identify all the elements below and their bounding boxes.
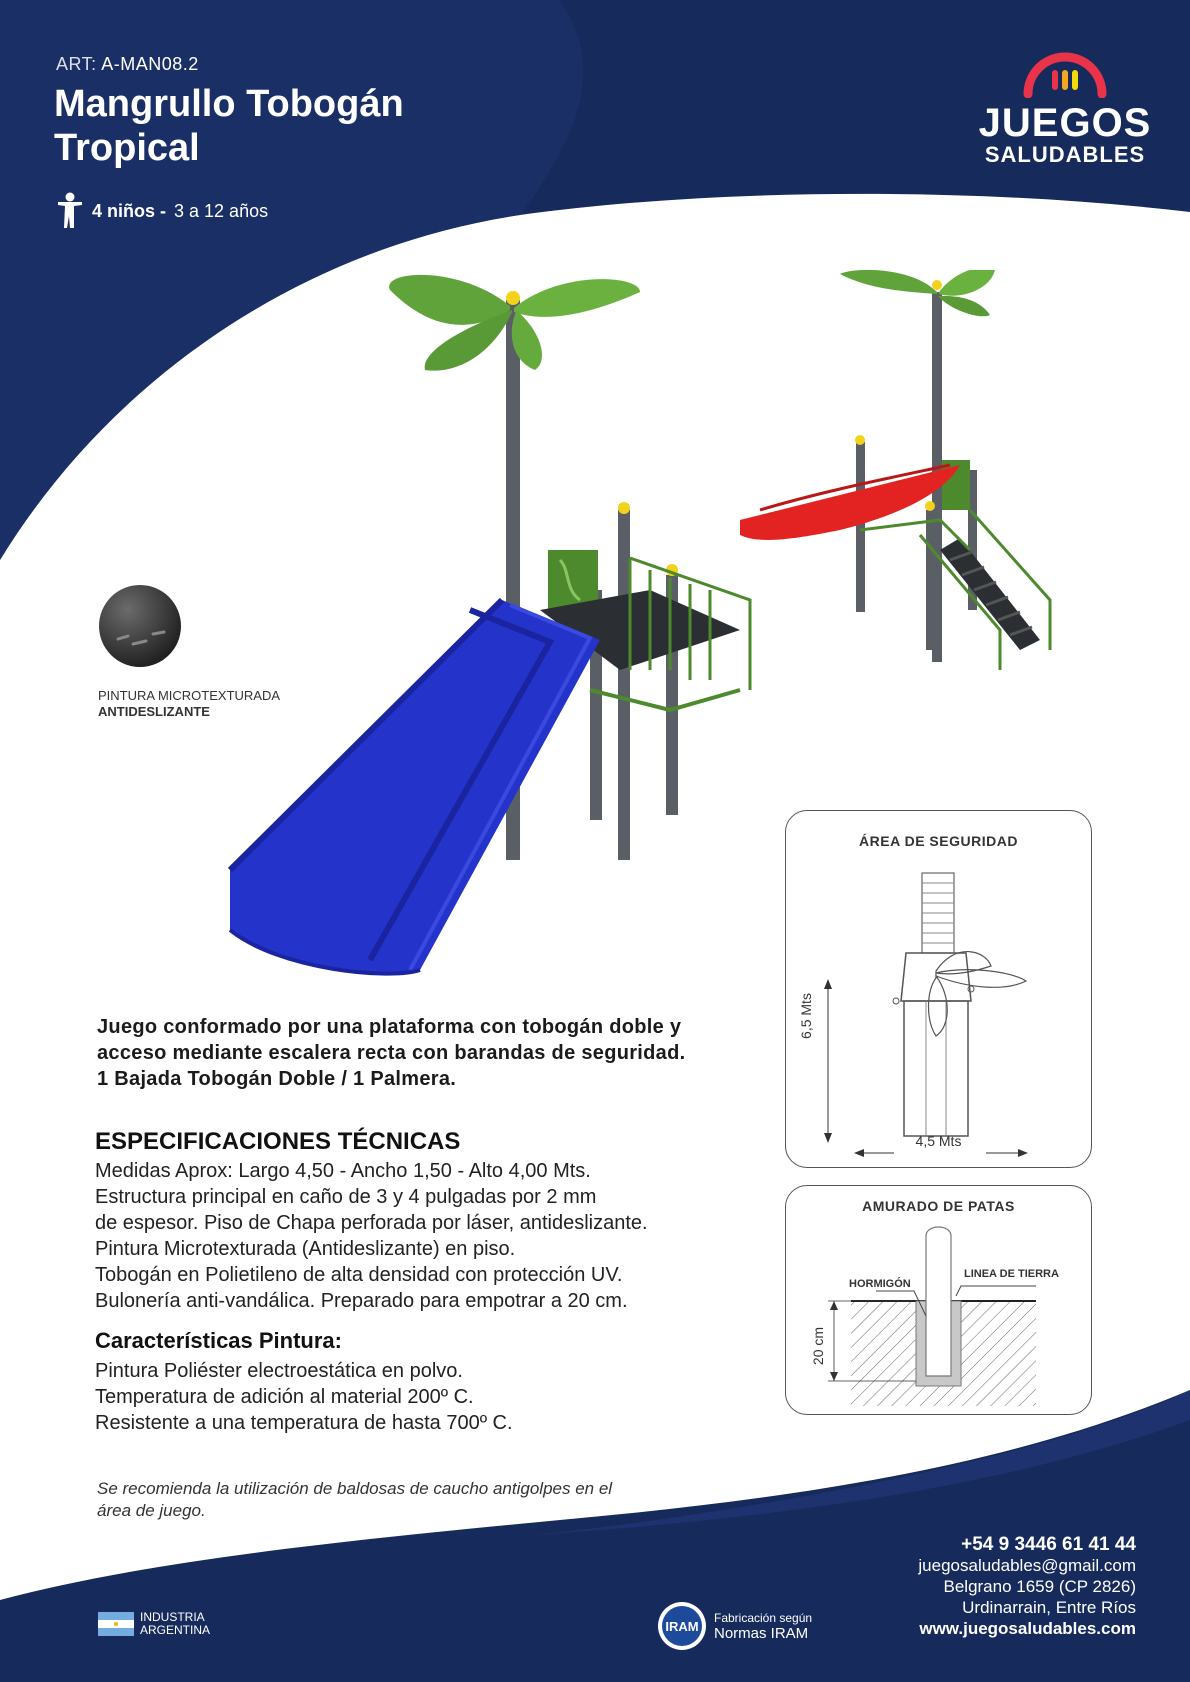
contact-website[interactable]: www.juegosaludables.com bbox=[919, 1619, 1136, 1638]
spec-line: de espesor. Piso de Chapa perforada por láser, antideslizante. bbox=[95, 1212, 648, 1234]
recommendation-note: Se recomienda la utilización de baldosas de caucho antigolpes en el área de juego. bbox=[97, 1479, 613, 1520]
article-number: A-MAN08.2 bbox=[101, 54, 199, 74]
palm-leaf-right bbox=[514, 279, 640, 317]
contact-block bbox=[918, 1534, 1136, 1639]
contact-email[interactable]: juegosaludables@gmail.com bbox=[918, 1556, 1136, 1575]
paint-line: Temperatura de adición al material 200º C. bbox=[95, 1386, 474, 1408]
concrete-label: HORMIGÓN bbox=[849, 1278, 911, 1290]
ground-line-label: LINEA DE TIERRA bbox=[964, 1268, 1059, 1280]
contact-phone[interactable]: +54 9 3446 61 41 44 bbox=[961, 1534, 1136, 1555]
spec-line: Bulonería anti-vandálica. Preparado para empotrar a 20 cm. bbox=[95, 1290, 628, 1312]
anchoring-title: AMURADO DE PATAS bbox=[862, 1198, 1015, 1214]
logo-line1: JUEGOS bbox=[978, 101, 1152, 145]
paint-line: Pintura Poliéster electroestática en polvo. bbox=[95, 1360, 463, 1382]
contact-address2: Urdinarrain, Entre Ríos bbox=[962, 1598, 1136, 1617]
kids-count: 4 niños - bbox=[92, 200, 167, 221]
depth-label: 20 cm bbox=[810, 1326, 826, 1366]
palm-leaf-left bbox=[389, 275, 510, 325]
article-code bbox=[56, 54, 199, 75]
safety-width-label: 4,5 Mts bbox=[915, 1133, 962, 1149]
iram-line2: Normas IRAM bbox=[714, 1624, 809, 1642]
spec-line: Tobogán en Polietileno de alta densidad con protección UV. bbox=[95, 1264, 623, 1286]
product-description: Juego conformado por una plataforma con tobogán doble y acceso mediante escalera recta con barandas de seguridad. 1 Bajada Tobogán Doble / 1 Palmera. bbox=[97, 1016, 686, 1090]
iram-certification bbox=[656, 1600, 812, 1652]
anchoring-panel bbox=[785, 1185, 1092, 1415]
age-range: 3 a 12 años bbox=[174, 200, 269, 221]
spec-line: Estructura principal en caño de 3 y 4 pulgadas por 2 mm bbox=[95, 1186, 597, 1208]
specs-heading: ESPECIFICACIONES TÉCNICAS bbox=[95, 1128, 461, 1155]
safety-area-title: ÁREA DE SEGURIDAD bbox=[859, 833, 1018, 849]
iram-line1: Fabricación según bbox=[714, 1610, 813, 1625]
product-title: Mangrullo Tobogán Tropical bbox=[54, 83, 404, 169]
industry-line1: INDUSTRIA bbox=[140, 1610, 205, 1624]
child-icon bbox=[56, 192, 84, 230]
texture-swatch bbox=[98, 584, 182, 668]
safety-area-diagram bbox=[786, 861, 1091, 1161]
industria-argentina bbox=[98, 1611, 210, 1637]
logo-line2: SALUDABLES bbox=[984, 142, 1146, 167]
iram-badge-text: IRAM bbox=[665, 1619, 699, 1634]
paint-line: Resistente a una temperatura de hasta 700º C. bbox=[95, 1412, 513, 1434]
spec-line: Pintura Microtexturada (Antideslizante) en piso. bbox=[95, 1238, 516, 1260]
staircase bbox=[940, 538, 1040, 650]
palm-cap bbox=[506, 291, 520, 305]
iram-badge-icon bbox=[656, 1600, 708, 1652]
paint-list bbox=[95, 1358, 513, 1436]
safety-area-panel bbox=[785, 810, 1092, 1168]
industry-line2: ARGENTINA bbox=[140, 1623, 211, 1637]
brand-logo bbox=[975, 50, 1155, 167]
spec-line: Medidas Aprox: Largo 4,50 - Ancho 1,50 - Alto 4,00 Mts. bbox=[95, 1160, 591, 1182]
texture-label-line1: PINTURA MICROTEXTURADA bbox=[98, 688, 281, 703]
anchoring-diagram bbox=[786, 1186, 1091, 1414]
article-prefix: ART: bbox=[56, 54, 102, 74]
texture-label-line2: ANTIDESLIZANTE bbox=[98, 704, 210, 719]
specs-list bbox=[95, 1158, 735, 1314]
contact-address1: Belgrano 1659 (CP 2826) bbox=[943, 1577, 1136, 1596]
safety-height-label: 6,5 Mts bbox=[798, 993, 814, 1039]
capacity-info bbox=[56, 192, 268, 230]
logo-arc-icon bbox=[1020, 50, 1110, 98]
texture-label bbox=[98, 688, 280, 720]
argentina-flag-icon bbox=[98, 1612, 134, 1636]
paint-heading: Características Pintura: bbox=[95, 1328, 342, 1353]
